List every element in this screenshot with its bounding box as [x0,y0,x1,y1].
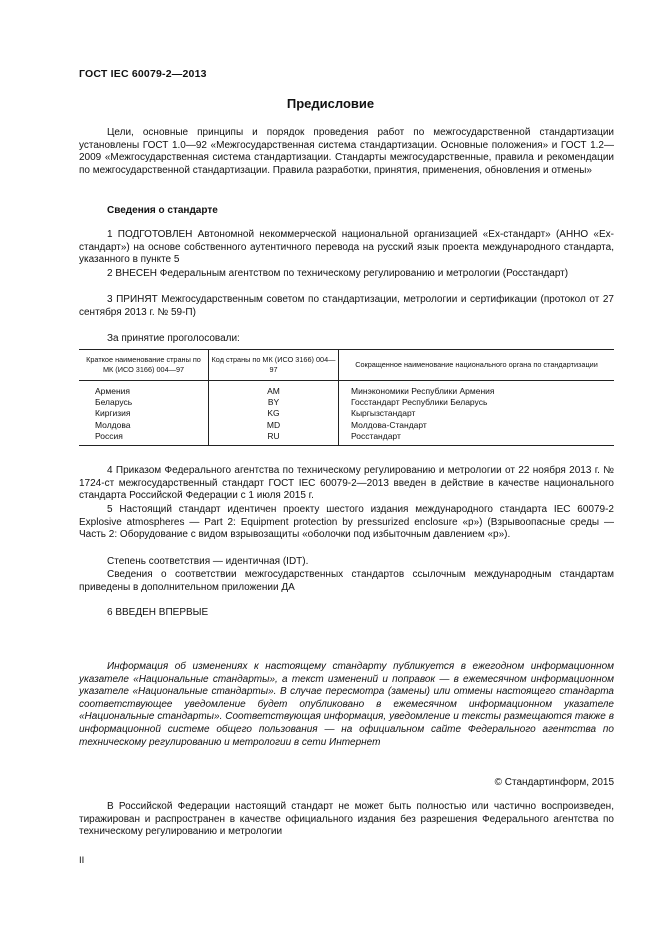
table-cell-code: MD [209,420,339,431]
table-cell-country: Россия [79,431,209,446]
table-cell-country: Армения [95,386,131,396]
item-5-identical: 5 Настоящий стандарт идентичен проекту шестого издания международного стандарта IEC 60079-2 Explosive atmospheres — Part 2: Equipment protection by pressurized enclosure «p») (Взрывоопасные среды — Часть 2: Оборудование с видом взрывозащиты «оболочки под избыточным давлением «p»). [79,504,614,541]
table-cell-body: Минэкономики Республики Армения [339,381,615,398]
votes-table [79,349,614,446]
page-title: Предисловие [286,96,375,111]
table-cell-code: BY [209,397,339,408]
table-cell-code: RU [209,431,339,446]
item-5-references: Сведения о соответствии межгосударственных стандартов ссылочным международным стандартам приведены в дополнительном приложении ДА [79,569,614,593]
table-header-code: Код страны по МК (ИСО 3166) 004—97 [209,350,339,381]
table-row [79,408,614,419]
table-header-country: Краткое наименование страны по МК (ИСО 3166) 004—97 [79,350,209,381]
info-notice: Информация об изменениях к настоящему стандарту публикуется в ежегодном информационном указателе «Национальные стандарты», а текст изменений и поправок — в ежемесячном информационном указателе «Национальные стандарты». В случае пересмотра (замены) или отмены настоящего стандарта соответствующее уведомление будет опубликовано в ежемесячном информационном указателе «Национальные стандарты». Соответствующая информация, уведомление и тексты размещаются также в информационной системе общего пользования — на официальном сайте Федерального агентства по техническому регулированию и метрологии в сети Интернет [79,661,614,748]
table-cell-body: Госстандарт Республики Беларусь [339,397,615,408]
item-5-degree: Степень соответствия — идентичная (IDT). [107,556,309,567]
table-row [79,431,614,446]
intro-paragraph: Цели, основные принципы и порядок проведения работ по межгосударственной стандартизации установлены ГОСТ 1.0—92 «Межгосударственная система стандартизации. Основные положения» и ГОСТ 1.2—2009 «Межгосударственная система стандартизации. Стандарты межгосударственные, правила и рекомендации по межгосударственной стандартизации. Правила разработки, принятия, применения, обновления и отмены» [79,127,614,176]
table-cell-code: KG [209,408,339,419]
table-cell-country: Киргизия [95,408,131,419]
table-cell-code: AM [209,381,339,398]
item-2-introduced: 2 ВНЕСЕН Федеральным агентством по техническому регулированию и метрологии (Росстандарт) [107,268,569,279]
section-heading: Сведения о стандарте [107,205,218,216]
table-cell-body: Кыргызстандарт [339,408,615,419]
table-cell-body: Молдова-Стандарт [339,420,615,431]
item-1-prepared: 1 ПОДГОТОВЛЕН Автономной некоммерческой национальной организацией «Ех-стандарт» (АННО «Ех-стандарт») на основе собственного аутентичного перевода на русский язык проекта международного стандарта, указанного в пункте 5 [79,229,614,266]
table-row [79,420,614,431]
table-header-body: Сокращенное наименование национального органа по стандартизации [339,350,615,381]
item-4-enacted: 4 Приказом Федерального агентства по техническому регулированию и метрологии от 22 ноября 2013 г. № 1724-ст межгосударственный стандарт ГОСТ IEC 60079-2—2013 введен в действие в качестве национального стандарта Российской Федерации с 1 июля 2015 г. [79,465,614,502]
table-header-row [79,350,614,381]
copyright: © Стандартинформ, 2015 [494,777,614,788]
item-6-first-introduced: 6 ВВЕДЕН ВПЕРВЫЕ [107,607,209,618]
document-header: ГОСТ IEC 60079-2—2013 [79,68,207,80]
page-number: II [79,855,85,866]
table-cell-body: Росстандарт [339,431,615,446]
table-row [79,381,614,398]
voted-label: За принятие проголосовали: [107,333,240,344]
table-row [79,397,614,408]
legal-notice: В Российской Федерации настоящий стандарт не может быть полностью или частично воспроизведен, тиражирован и распространен в качестве официального издания без разрешения Федерального агентства по техническому регулированию и метрологии [79,801,614,838]
item-3-adopted: 3 ПРИНЯТ Межгосударственным советом по стандартизации, метрологии и сертификации (протокол от 27 сентября 2013 г. № 59-П) [79,294,614,318]
table-cell-country: Беларусь [95,397,133,408]
table-cell-country: Молдова [95,419,131,430]
